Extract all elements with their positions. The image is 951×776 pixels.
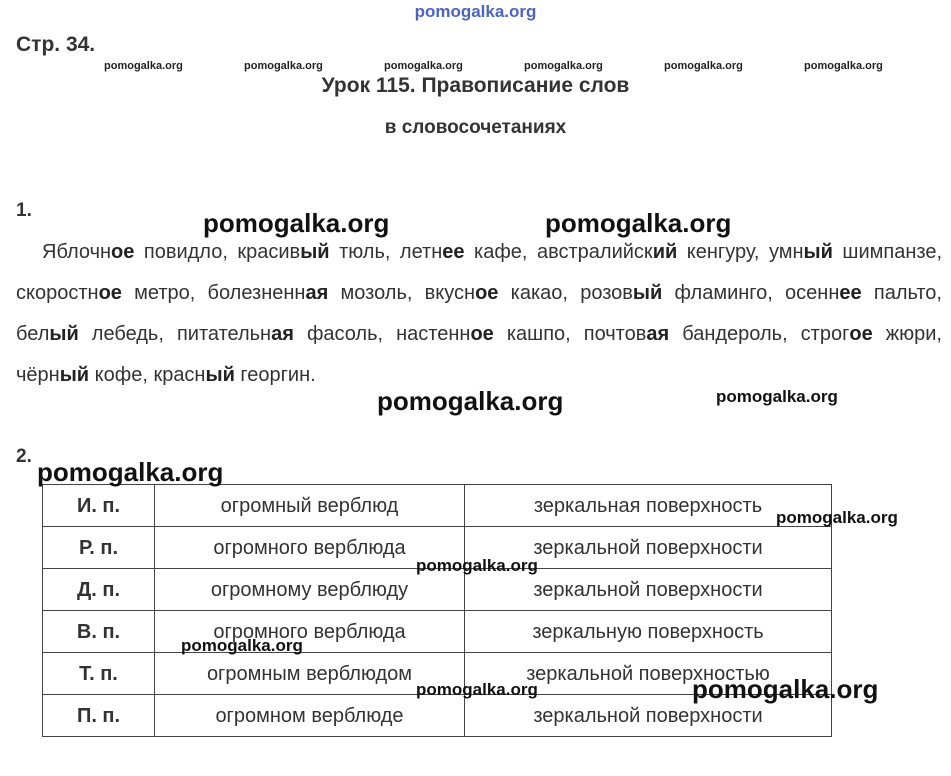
watermark-large: pomogalka.org xyxy=(377,386,564,416)
text-segment: пальто, бел xyxy=(16,282,942,345)
phrase-camel: огромному верблюду xyxy=(155,569,465,611)
ending-highlight: ое xyxy=(849,323,873,345)
phrase-surface: зеркальная поверхность xyxy=(465,485,832,527)
ending-highlight: ый xyxy=(632,282,663,304)
case-label: Д. п. xyxy=(43,569,155,611)
case-label: П. п. xyxy=(43,695,155,737)
text-segment: кафе, австралийск xyxy=(464,241,653,263)
text-segment: шимпанзе, скоростн xyxy=(16,241,942,304)
ending-highlight: ая xyxy=(646,323,670,345)
ending-highlight: ее xyxy=(442,241,465,263)
phrase-surface: зеркальной поверхности xyxy=(465,527,832,569)
ending-highlight: ое xyxy=(98,282,122,304)
case-label: Р. п. xyxy=(43,527,155,569)
watermark-small: pomogalka.org xyxy=(104,60,183,72)
watermark-top: pomogalka.org xyxy=(414,2,537,21)
phrase-surface: зеркальной поверхности xyxy=(465,695,832,737)
text-segment: кенгуру, умн xyxy=(677,241,804,263)
watermark-large: pomogalka.org xyxy=(203,208,390,238)
text-segment: Яблочн xyxy=(42,241,112,263)
text-segment: фасоль, настенн xyxy=(293,323,471,345)
watermark-medium: pomogalka.org xyxy=(416,556,538,575)
watermark-large: pomogalka.org xyxy=(692,674,879,704)
lesson-title: Урок 115. Правописание слов xyxy=(321,74,630,97)
text-segment: метро, болезненн xyxy=(121,282,306,304)
page-number: Стр. 34. xyxy=(16,33,96,56)
ending-highlight: ое xyxy=(475,282,499,304)
ending-highlight: ое xyxy=(111,241,135,263)
ending-highlight: ая xyxy=(305,282,329,304)
watermark-small: pomogalka.org xyxy=(384,60,463,72)
text-segment: георгин. xyxy=(234,364,316,386)
phrase-camel: огромном верблюде xyxy=(155,695,465,737)
phrase-surface: зеркальной поверхностью xyxy=(465,653,832,695)
phrase-camel: огромный верблюд xyxy=(155,485,465,527)
watermark-medium: pomogalka.org xyxy=(716,387,838,406)
ending-highlight: ее xyxy=(839,282,862,304)
ending-highlight: ый xyxy=(803,241,833,263)
phrase-surface: зеркальную поверхность xyxy=(465,611,832,653)
phrase-camel: огромного верблюда xyxy=(155,527,465,569)
phrase-surface: зеркальной поверхности xyxy=(465,569,832,611)
text-segment: кашпо, почтов xyxy=(493,323,647,345)
ending-highlight: ая xyxy=(271,323,294,345)
watermark-medium: pomogalka.org xyxy=(776,508,898,527)
case-label: Т. п. xyxy=(43,653,155,695)
ending-highlight: ый xyxy=(300,241,330,263)
watermark-small: pomogalka.org xyxy=(804,60,883,72)
ending-highlight: ий xyxy=(652,241,678,263)
case-label: И. п. xyxy=(43,485,155,527)
ending-highlight: ый xyxy=(59,364,90,386)
ending-highlight: ое xyxy=(470,323,494,345)
table-row xyxy=(43,611,832,653)
text-segment: фламинго, осенн xyxy=(662,282,840,304)
text-segment: тюль, летн xyxy=(329,241,443,263)
watermark-small: pomogalka.org xyxy=(524,60,603,72)
exercise-1-text xyxy=(16,232,942,396)
text-segment: какао, розов xyxy=(498,282,633,304)
text-segment: кофе, красн xyxy=(89,364,206,386)
watermark-medium: pomogalka.org xyxy=(416,680,538,699)
text-segment: мозоль, вкусн xyxy=(328,282,476,304)
lesson-subtitle: в словосочетаниях xyxy=(384,117,567,138)
phrase-camel: огромным верблюдом xyxy=(155,653,465,695)
watermark-small: pomogalka.org xyxy=(244,60,323,72)
watermark-medium: pomogalka.org xyxy=(181,636,303,655)
watermark-large: pomogalka.org xyxy=(37,457,224,487)
text-segment: бандероль, строг xyxy=(669,323,850,345)
case-label: В. п. xyxy=(43,611,155,653)
text-segment: жюри, чёрн xyxy=(16,323,942,386)
ending-highlight: ый xyxy=(49,323,79,345)
watermark-large: pomogalka.org xyxy=(545,208,732,238)
phrase-camel: огромного верблюда xyxy=(155,611,465,653)
exercise-2-number: 2. xyxy=(16,446,32,467)
ending-highlight: ый xyxy=(205,364,235,386)
watermark-small: pomogalka.org xyxy=(664,60,743,72)
text-segment: повидло, красив xyxy=(134,241,301,263)
table-row xyxy=(43,485,832,527)
exercise-1-number: 1. xyxy=(16,200,32,221)
text-segment: лебедь, питательн xyxy=(78,323,272,345)
